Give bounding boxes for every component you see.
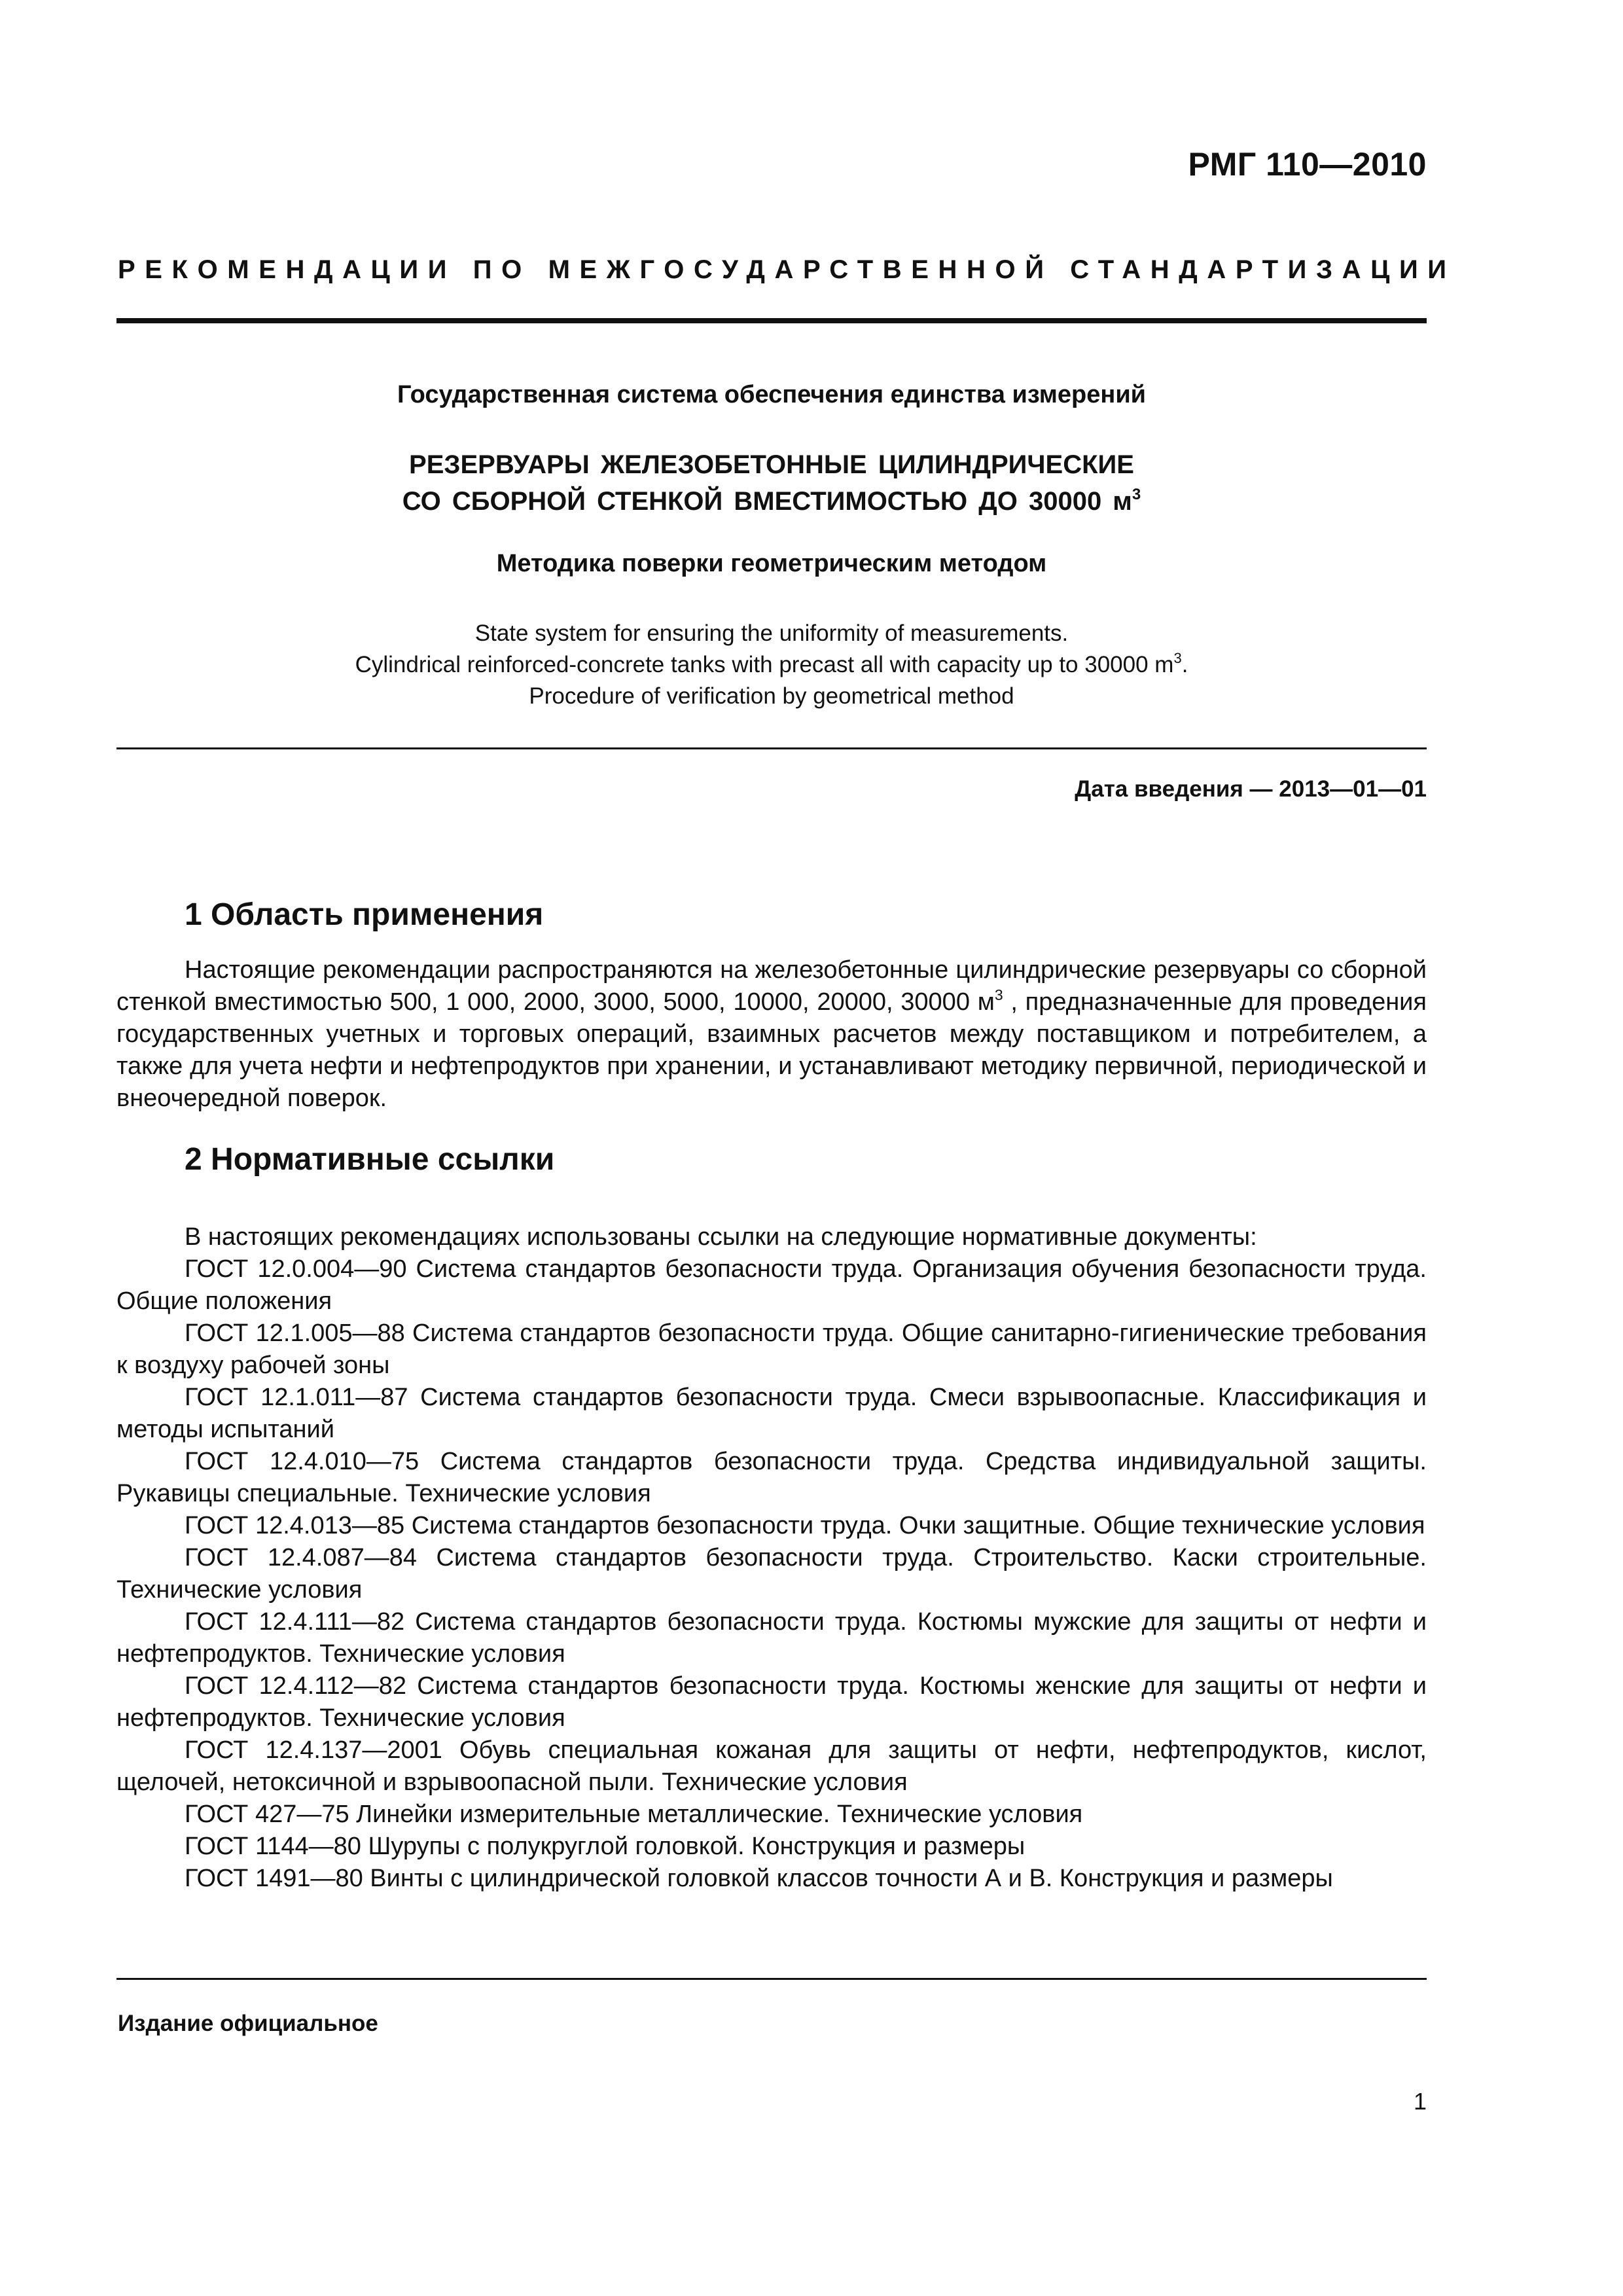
header-divider [116,318,1427,323]
page-number: 1 [1413,2088,1427,2115]
reference-item: ГОСТ 12.0.004—90 Система стандартов безопасности труда. Организация обучения безопасности труда. Общие положения [116,1255,1427,1315]
main-title-line-1: РЕЗЕРВУАРЫ ЖЕЛЕЗОБЕТОННЫЕ ЦИЛИНДРИЧЕСКИЕ [409,450,1134,479]
reference-item: ГОСТ 12.1.005—88 Система стандартов безопасности труда. Общие санитарно-гигиенические требования к воздуху рабочей зоны [116,1319,1427,1379]
section-1-text-part-2: , предназначенные для проведения государственных учетных и торговых операций, взаимных расчетов между поставщиком и потребителем, а также для учета нефти и нефтепродуктов при хранении, и устанавливают методику первичной, периодической и внеочередной поверок. [116,988,1427,1112]
introduction-date: Дата введения — 2013—01—01 [1075,776,1427,802]
section-1-heading: 1 Область применения [185,897,544,932]
reference-item: ГОСТ 1144—80 Шурупы с полукруглой головкой. Конструкция и размеры [185,1833,1026,1860]
title-divider [116,747,1427,749]
reference-item: ГОСТ 12.1.011—87 Система стандартов безопасности труда. Смеси взрывоопасные. Классификация и методы испытаний [116,1384,1427,1443]
section-1-text-part-1: Настоящие рекомендации распространяются на железобетонные цилиндрические резервуары со сборной стенкой вместимостью 500, 1 000, 2000, 3000, 5000, 10000, 20000, 30000 м [116,956,1427,1016]
references-intro: В настоящих рекомендациях использованы ссылки на следующие нормативные документы: [185,1223,1257,1251]
official-edition-label: Издание официальное [118,2011,378,2036]
reference-item: ГОСТ 12.4.137—2001 Обувь специальная кожаная для защиты от нефти, нефтепродуктов, кислот, щелочей, нетоксичной и взрывоопасной пыли. Технические условия [116,1736,1427,1796]
main-title-line-2 [116,483,1427,520]
english-title-line-2-end: . [1181,652,1188,677]
series-title: РЕКОМЕНДАЦИИ ПО МЕЖГОСУДАРСТВЕННОЙ СТАНДАРТИЗАЦИИ [118,255,1456,284]
section-1-paragraph [116,954,1427,1115]
section-1-superscript: 3 [994,986,1003,1003]
main-title-superscript: 3 [1132,486,1141,503]
reference-item: ГОСТ 427—75 Линейки измерительные металлические. Технические условия [185,1801,1083,1828]
reference-item: ГОСТ 1491—80 Винты с цилиндрической головкой классов точности А и В. Конструкция и размеры [185,1865,1333,1892]
reference-item: ГОСТ 12.4.111—82 Система стандартов безопасности труда. Костюмы мужские для защиты от нефти и нефтепродуктов. Технические условия [116,1608,1427,1668]
main-title [116,446,1427,520]
reference-item: ГОСТ 12.4.010—75 Система стандартов безопасности труда. Средства индивидуальной защиты. Рукавицы специальные. Технические условия [116,1448,1427,1507]
main-title-line-2-text: СО СБОРНОЙ СТЕНКОЙ ВМЕСТИМОСТЬЮ ДО 30000 м [402,487,1132,516]
english-title-line-1: State system for ensuring the uniformity of measurements. [474,620,1069,646]
references-list [116,1221,1427,1895]
english-title-superscript: 3 [1173,650,1182,666]
english-title-line-2-text: Cylindrical reinforced-concrete tanks with precast all with capacity up to 30000 m [355,652,1174,677]
reference-item: ГОСТ 12.4.112—82 Система стандартов безопасности труда. Костюмы женские для защиты от нефти и нефтепродуктов. Технические условия [116,1672,1427,1732]
english-title-line-2 [116,649,1427,681]
system-title: Государственная система обеспечения единства измерений [397,381,1147,408]
reference-item: ГОСТ 12.4.013—85 Система стандартов безопасности труда. Очки защитные. Общие технические условия [185,1512,1425,1539]
document-code: РМГ 110—2010 [1188,146,1427,183]
english-title-line-3: Procedure of verification by geometrical method [529,683,1014,709]
footer-divider [116,1978,1427,1980]
subtitle: Методика поверки геометрическим методом [496,550,1047,577]
section-2-heading: 2 Нормативные ссылки [185,1142,555,1177]
reference-item: ГОСТ 12.4.087—84 Система стандартов безопасности труда. Строительство. Каски строительные. Технические условия [116,1544,1427,1604]
english-title [116,618,1427,712]
